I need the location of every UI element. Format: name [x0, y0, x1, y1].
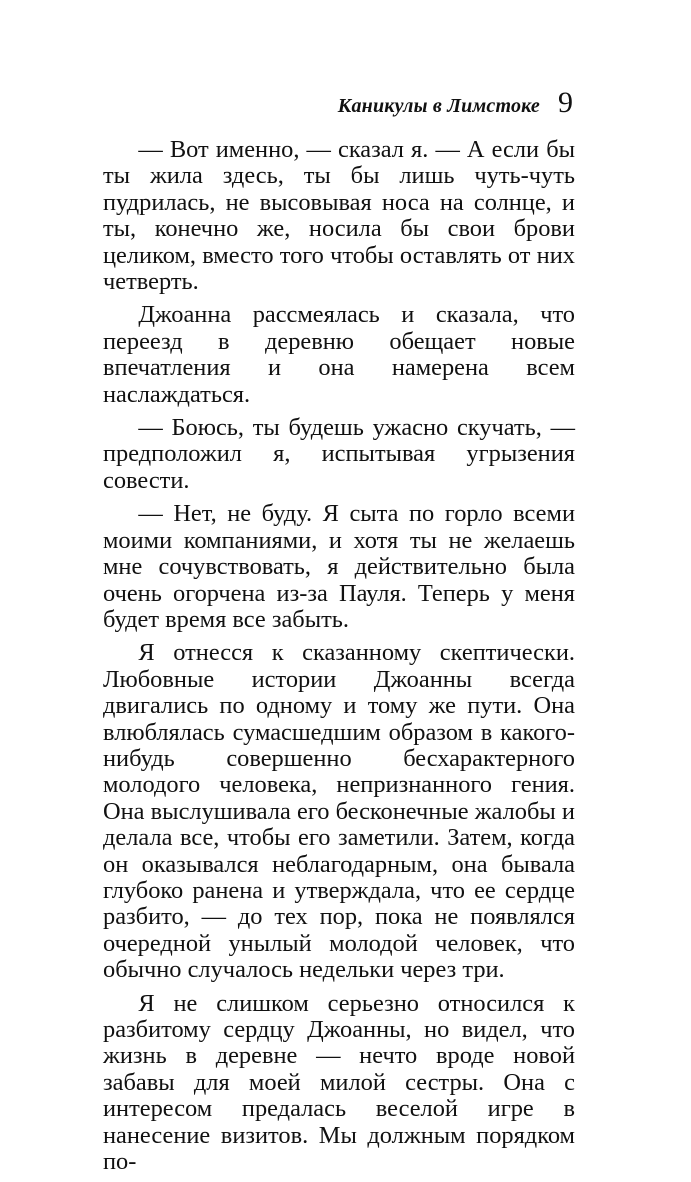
paragraph: Джоанна рассмеялась и сказала, что переезд в деревню обещает новые впечатления и она намерена всем наслаждаться. — [103, 301, 575, 408]
running-header — [338, 88, 573, 118]
page-number: 9 — [558, 86, 573, 119]
running-title: Каникулы в Лимстоке — [337, 95, 540, 117]
paragraph: — Вот именно, — сказал я. — А если бы ты жила здесь, ты бы лишь чуть-чуть пудрилась, не высовывая носа на солнце, и ты, конечно же, носила бы свои брови целиком, вместо того чтобы оставлять от них четверть. — [103, 136, 575, 296]
paragraph: — Нет, не буду. Я сыта по горло всеми моими компаниями, и хотя ты не желаешь мне сочувствовать, я действительно была очень огорчена из-за Пауля. Теперь у меня будет время все забыть. — [103, 500, 575, 633]
body-text — [103, 137, 575, 1182]
paragraph: Я отнесся к сказанному скептически. Любовные истории Джоанны всегда двигались по одному и тому же пути. Она влюблялась сумасшедшим образом в какого-нибудь совершенно бесхарактерного молодого человека, непризнанного гения. Она выслушивала его бесконечные жалобы и делала все, чтобы его заметили. Затем, когда он оказывался неблагодарным, она бывала глубоко ранена и утверждала, что ее сердце разбито, — до тех пор, пока не появлялся очередной унылый молодой человек, что обычно случалось недельки через три. — [103, 639, 575, 984]
paragraph: Я не слишком серьезно относился к разбитому сердцу Джоанны, но видел, что жизнь в деревне — нечто вроде новой забавы для моей милой сестры. Она с интересом предалась веселой игре в нанесение визитов. Мы должным порядком по- — [103, 989, 575, 1176]
paragraph: — Боюсь, ты будешь ужасно скучать, — предположил я, испытывая угрызения совести. — [103, 414, 575, 494]
